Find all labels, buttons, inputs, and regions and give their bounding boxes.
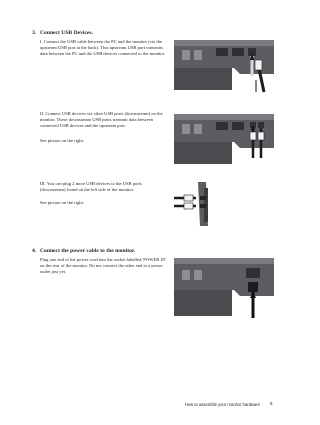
step-3-title [32, 30, 172, 37]
step-3-paragraph-1: I. Connect the USB cable between the PC and the monitor (via the upstream USB port at the back). This upstream USB port transmits data between the PC and the USB devices connected to the monitor. [40, 39, 166, 56]
monitor-rear-usb-downstream-illustration [170, 108, 278, 170]
step-3-paragraph-2-note: See picture on the right. [40, 138, 85, 143]
page-number: 9 [270, 401, 273, 406]
step-3-paragraph-2: II. Connect USB devices via other USB ports (downstream) on the monitor. These downstream USB ports transmit data between connected USB devices and the upstream port. [40, 111, 163, 128]
step-4-title [32, 248, 172, 255]
step-3-paragraph-3: III. You can plug 2 more USB devices to the USB ports (downstream) found on the left side of the monitor. [40, 181, 142, 192]
monitor-rear-usb-upstream-illustration [170, 34, 278, 96]
footer-section-title: How to assemble your monitor hardware [184, 402, 260, 407]
step-4-number: 4. [32, 248, 37, 254]
step-4-paragraph-1: Plug one end of the power cord into the socket labelled 'POWER IN' on the rear of the monitor. Do not connect the other end to a power outlet just yet. [40, 257, 167, 274]
step-3-number: 3. [32, 30, 37, 36]
step-3-paragraph-3-note: See picture on the right. [40, 200, 85, 205]
step-4-title-text: Connect the power cable to the monitor. [40, 248, 136, 254]
monitor-rear-power-illustration [170, 252, 278, 322]
step-3-title-text: Connect USB Devices. [40, 30, 93, 36]
monitor-side-usb-illustration [170, 178, 278, 230]
